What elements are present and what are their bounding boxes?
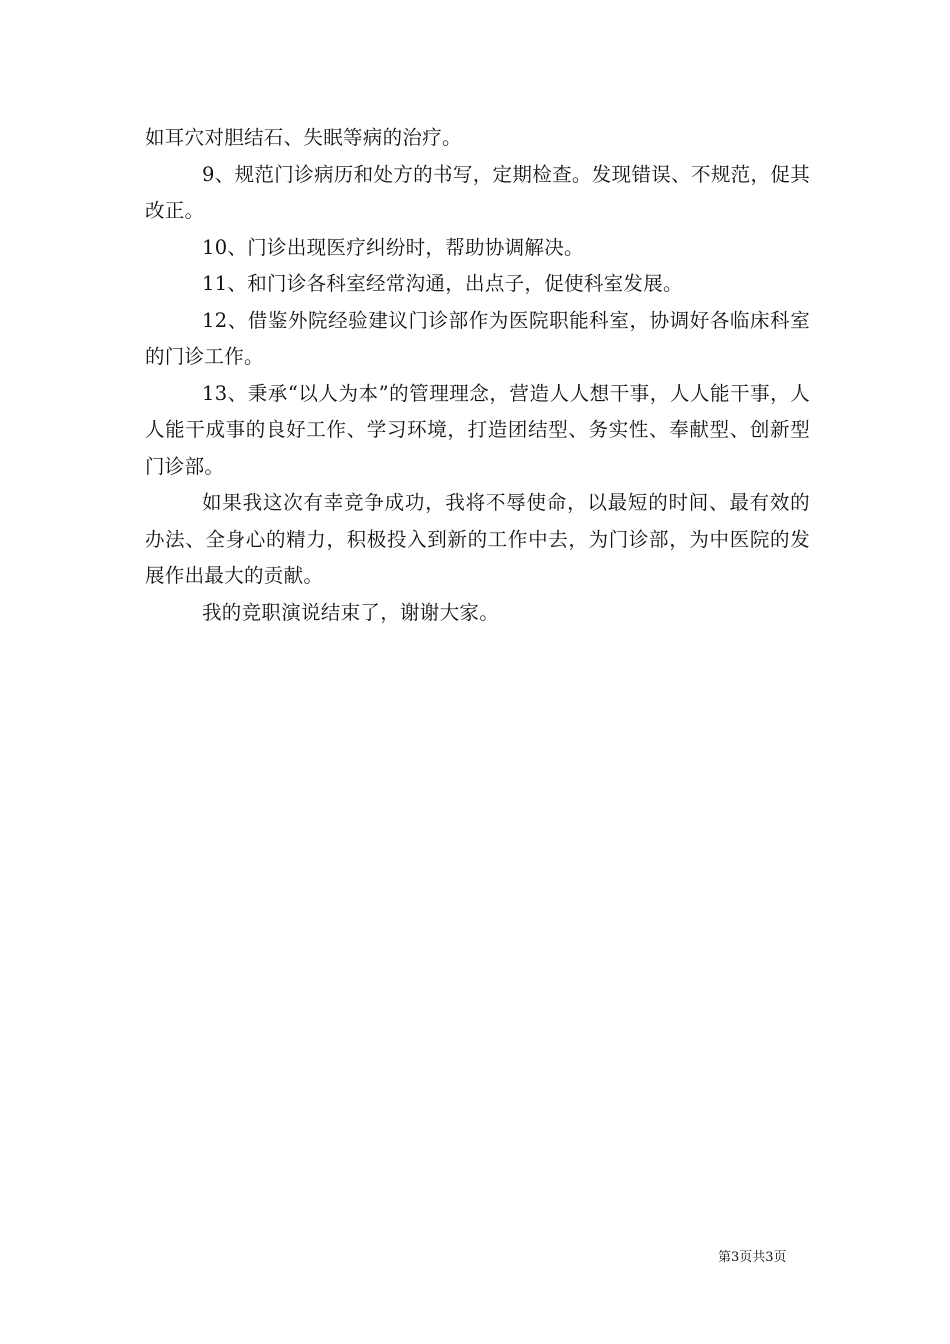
paragraph-closing-thanks: 我的竞职演说结束了，谢谢大家。 bbox=[202, 600, 500, 624]
page-number-footer: 第3页共3页 bbox=[718, 1250, 787, 1265]
paragraph-item-13: 13、秉承“以人为本”的管理理念，营造人人想干事，人人能干事，人人能干成事的良好工作、学习环境，打造团结型、务实性、奉献型、创新型门诊部。 bbox=[145, 381, 810, 478]
paragraph-item-12: 12、借鉴外院经验建议门诊部作为医院职能科室，协调好各临床科室的门诊工作。 bbox=[145, 308, 810, 368]
paragraph-item-9: 9、规范门诊病历和处方的书写，定期检查。发现错误、不规范，促其改正。 bbox=[145, 162, 810, 222]
paragraph-closing-pledge: 如果我这次有幸竞争成功，我将不辱使命，以最短的时间、最有效的办法、全身心的精力，积极投入到新的工作中去，为门诊部，为中医院的发展作出最大的贡献。 bbox=[145, 491, 810, 587]
paragraph-item-11: 11、和门诊各科室经常沟通，出点子，促使科室发展。 bbox=[202, 272, 683, 295]
document-body bbox=[145, 120, 810, 631]
paragraph-item-10: 10、门诊出现医疗纠纷时，帮助协调解决。 bbox=[202, 235, 584, 259]
paragraph-continuation: 如耳穴对胆结石、失眠等病的治疗。 bbox=[145, 126, 462, 149]
